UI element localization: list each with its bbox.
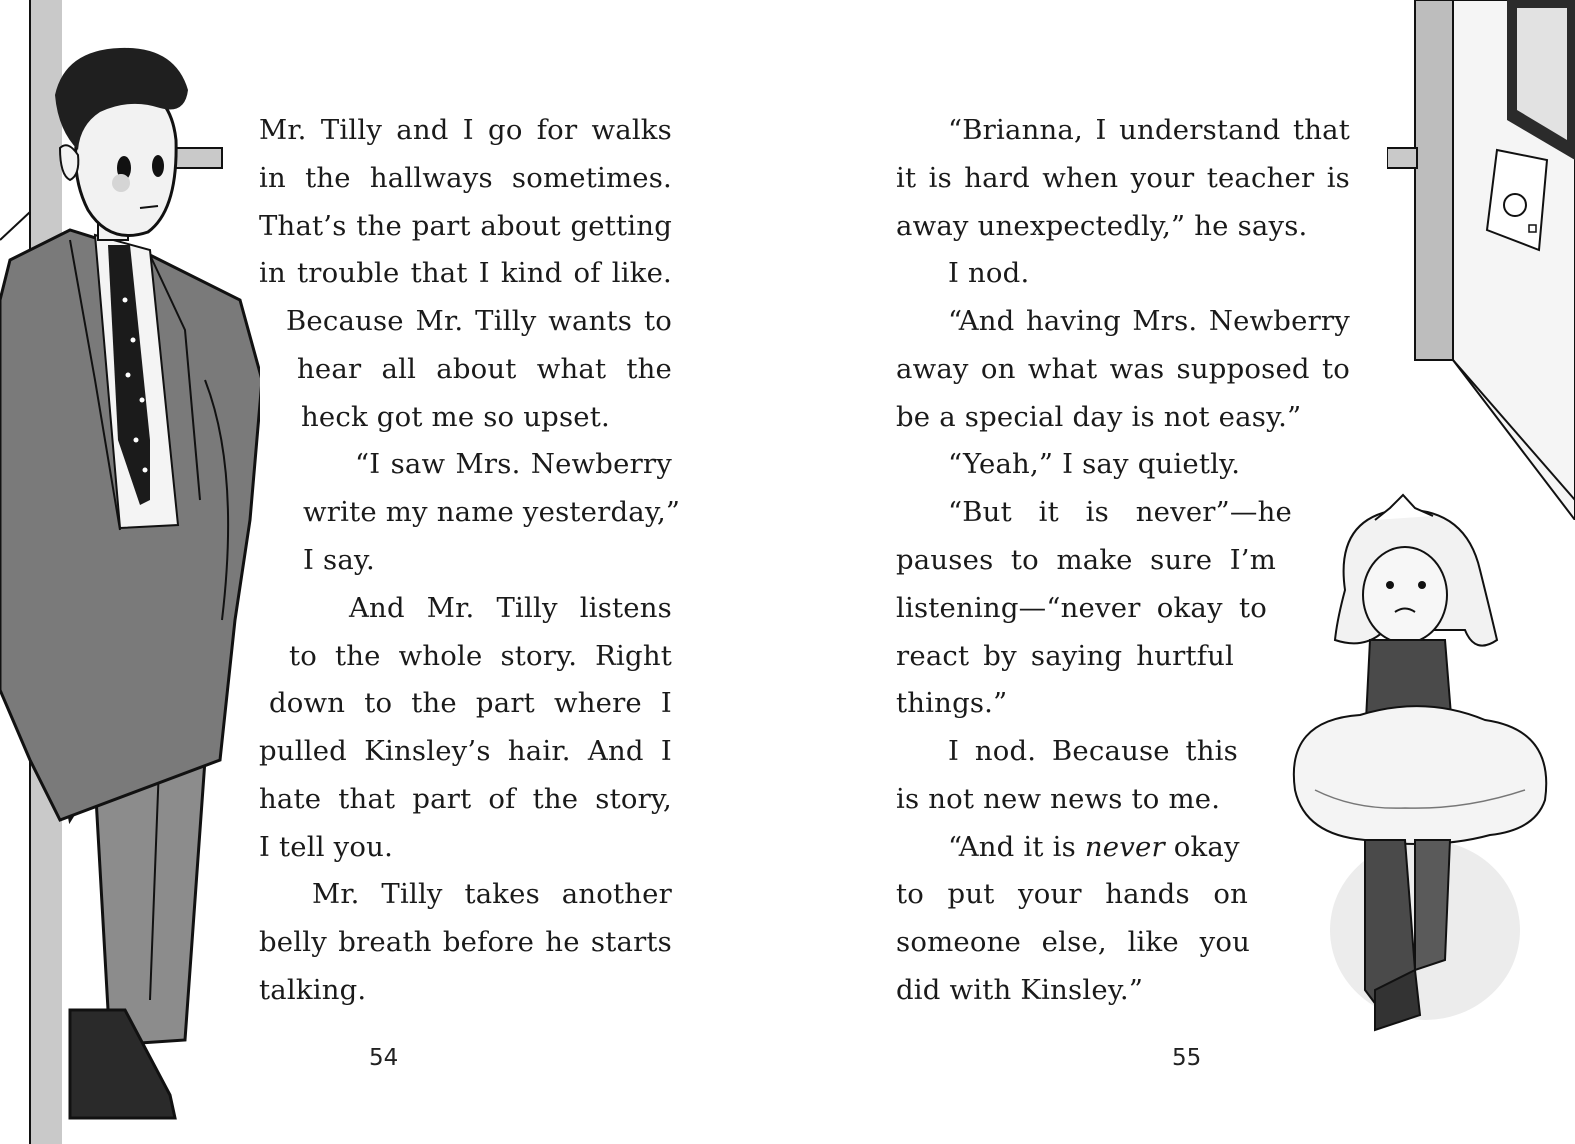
text-line: Because Mr. Tilly wants to (286, 305, 672, 337)
page-number-right: 55 (1172, 1045, 1202, 1071)
text-line: “Brianna, I understand that (948, 114, 1350, 146)
text-line: Mr. Tilly and I go for walks (259, 114, 672, 146)
text-line: be a special day is not easy.” (896, 401, 1302, 433)
text-line: things.” (896, 687, 1008, 719)
text-line: someone else, like you (896, 926, 1250, 958)
text-line: I tell you. (259, 831, 394, 863)
page-number-left: 54 (369, 1045, 399, 1071)
left-page (0, 0, 787, 1144)
text-line: I nod. Because this (948, 735, 1238, 767)
text-line: to the whole story. Right (289, 640, 672, 672)
text-line: pauses to make sure I’m (896, 544, 1276, 576)
text-line: I say. (303, 544, 375, 576)
text-line: hear all about what the (297, 353, 672, 385)
text-line: talking. (259, 974, 367, 1006)
text-line: Mr. Tilly takes another (312, 878, 672, 910)
text-line: heck got me so upset. (301, 401, 610, 433)
mr-tilly-illustration (0, 0, 260, 1144)
text-line: react by saying hurtful (896, 640, 1234, 672)
text-line: in trouble that I kind of like. (259, 257, 672, 289)
hallway-wall-illustration (1387, 0, 1575, 520)
right-page-text (896, 110, 1356, 1010)
text-line: did with Kinsley.” (896, 974, 1144, 1006)
text-line: is not new news to me. (896, 783, 1221, 815)
left-page-text (259, 110, 681, 1010)
text-line: That’s the part about getting (259, 210, 672, 242)
text-line: I nod. (948, 257, 1030, 289)
text-segment: “And it is (948, 831, 1085, 863)
text-line: away unexpectedly,” he says. (896, 210, 1308, 242)
text-line: “But it is never”—he (948, 496, 1292, 528)
text-line: down to the part where I (269, 687, 672, 719)
text-line: “I saw Mrs. Newberry (355, 448, 672, 480)
text-line: listening—“never okay to (896, 592, 1267, 624)
text-line: to put your hands on (896, 878, 1248, 910)
text-line: hate that part of the story, (259, 783, 672, 815)
text-line: And Mr. Tilly listens (349, 592, 672, 624)
right-page (787, 0, 1575, 1144)
text-line: belly breath before he starts (259, 926, 672, 958)
text-line: pulled Kinsley’s hair. And I (259, 735, 672, 767)
text-line: it is hard when your teacher is (896, 162, 1350, 194)
text-line (948, 827, 1240, 867)
emphasis-text: never (1084, 831, 1165, 863)
text-line: “And having Mrs. Newberry (948, 305, 1350, 337)
text-line: away on what was supposed to (896, 353, 1350, 385)
text-line: write my name yesterday,” (303, 496, 681, 528)
text-segment: okay (1164, 831, 1240, 863)
text-line: “Yeah,” I say quietly. (948, 448, 1241, 480)
text-line: in the hallways sometimes. (259, 162, 672, 194)
